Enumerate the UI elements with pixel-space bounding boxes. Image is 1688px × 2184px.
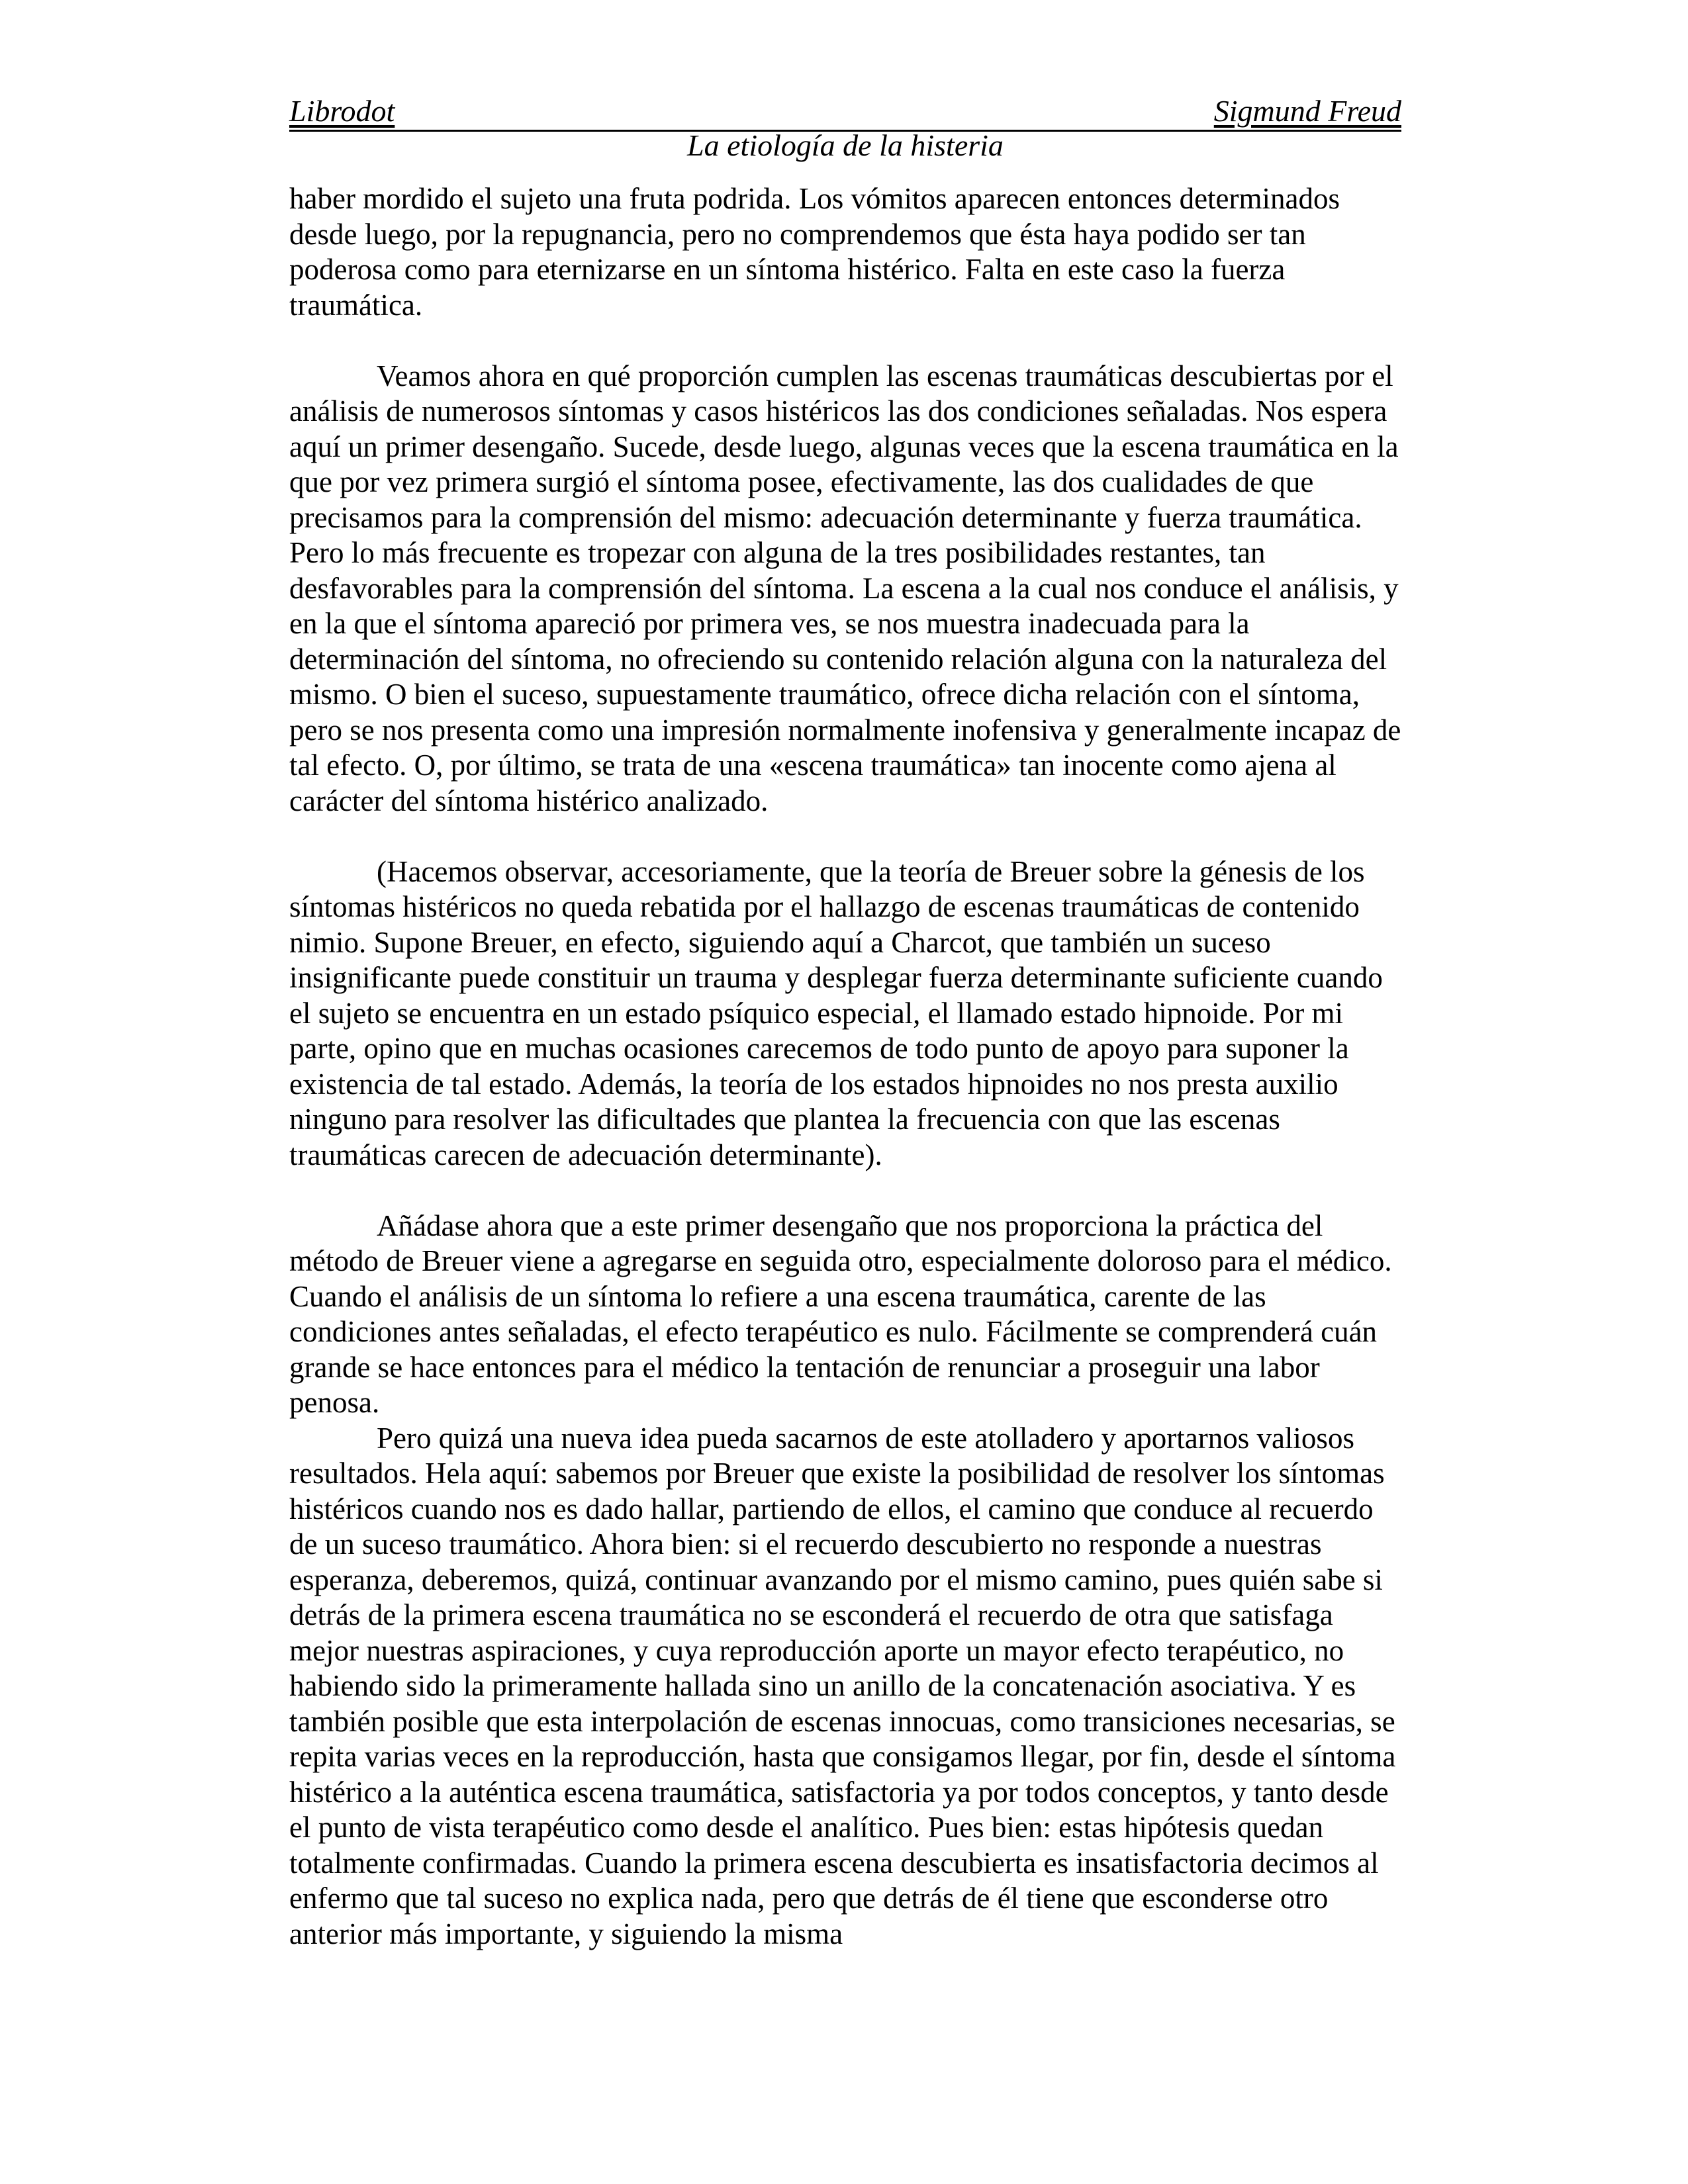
header-author: Sigmund Freud (1213, 94, 1401, 128)
paragraph-2: Veamos ahora en qué proporción cumplen las escenas traumáticas descubiertas por el análisis de numerosos síntomas y casos histéricos las dos condiciones señaladas. Nos espera aquí un primer desengaño. Sucede, desde luego, algunas veces que la escena traumática en la que por vez primera surgió el síntoma posee, efectivamente, las dos cualidades de que precisamos para la comprensión del mismo: adecuación determinante y fuerza traumática. Pero lo más frecuente es tropezar con alguna de la tres posibilidades restantes, tan desfavorables para la comprensión del síntoma. La escena a la cual nos conduce el análisis, y en la que el síntoma apareció por primera ves, se nos muestra inadecuada para la determinación del síntoma, no ofreciendo su contenido relación alguna con la naturaleza del mismo. O bien el suceso, supuestamente traumático, ofrece dicha relación con el síntoma, pero se nos presenta como una impresión normalmente inofensiva y generalmente incapaz de tal efecto. O, por último, se trata de una «escena traumática» tan inocente como ajena al carácter del síntoma histérico analizado. (289, 359, 1401, 817)
paragraph-4: Añádase ahora que a este primer desengaño que nos proporciona la práctica del método de Breuer viene a agregarse en seguida otro, especialmente doloroso para el médico. Cuando el análisis de un síntoma lo refiere a una escena traumática, carente de las condiciones antes señaladas, el efecto terapéutico es nulo. Fácilmente se comprenderá cuán grande se hace entonces para el médico la tentación de renunciar a proseguir una labor penosa. (289, 1208, 1392, 1419)
running-header (289, 90, 1401, 132)
body-text (289, 181, 1408, 1952)
paragraph-5: Pero quizá una nueva idea pueda sacarnos de este atolladero y aportarnos valiosos resultados. Hela aquí: sabemos por Breuer que existe la posibilidad de resolver los síntomas histéricos cuando nos es dado hallar, partiendo de ellos, el camino que conduce al recuerdo de un suceso traumático. Ahora bien: si el recuerdo descubierto no responde a nuestras esperanza, deberemos, quizá, continuar avanzando por el mismo camino, pues quién sabe si detrás de la primera escena traumática no se esconderá el recuerdo de otra que satisfaga mejor nuestras aspiraciones, y cuya reproducción aporte un mayor efecto terapéutico, no habiendo sido la primeramente hallada sino un anillo de la concatenación asociativa. Y es también posible que esta interpolación de escenas innocuas, como transiciones necesarias, se repita varias veces en la reproducción, hasta que consigamos llegar, por fin, desde el síntoma histérico a la auténtica escena traumática, satisfactoria ya por todos conceptos, y tanto desde el punto de vista terapéutico como desde el analítico. Pues bien: estas hipótesis quedan totalmente confirmadas. Cuando la primera escena descubierta es insatisfactoria decimos al enfermo que tal suceso no explica nada, pero que detrás de él tiene que esconderse otro anterior más importante, y siguiendo la misma (289, 1421, 1396, 1950)
header-title: La etiología de la histeria (687, 128, 1004, 162)
header-source: Librodot (289, 94, 395, 128)
paragraph-3: (Hacemos observar, accesoriamente, que la teoría de Breuer sobre la génesis de los síntomas histéricos no queda rebatida por el hallazgo de escenas traumáticas de contenido nimio. Supone Breuer, en efecto, siguiendo aquí a Charcot, que también un suceso insignificante puede constituir un trauma y desplegar fuerza determinante suficiente cuando el sujeto se encuentra en un estado psíquico especial, el llamado estado hipnoide. Por mi parte, opino que en muchas ocasiones carecemos de todo punto de apoyo para suponer la existencia de tal estado. Además, la teoría de los estados hipnoides no nos presta auxilio ninguno para resolver las dificultades que plantea la frecuencia con que las escenas traumáticas carecen de adecuación determinante). (289, 854, 1383, 1171)
paragraph-1: haber mordido el sujeto una fruta podrida. Los vómitos aparecen entonces determinados desde luego, por la repugnancia, pero no comprendemos que ésta haya podido ser tan poderosa como para eternizarse en un síntoma histérico. Falta en este caso la fuerza traumática. (289, 182, 1340, 322)
